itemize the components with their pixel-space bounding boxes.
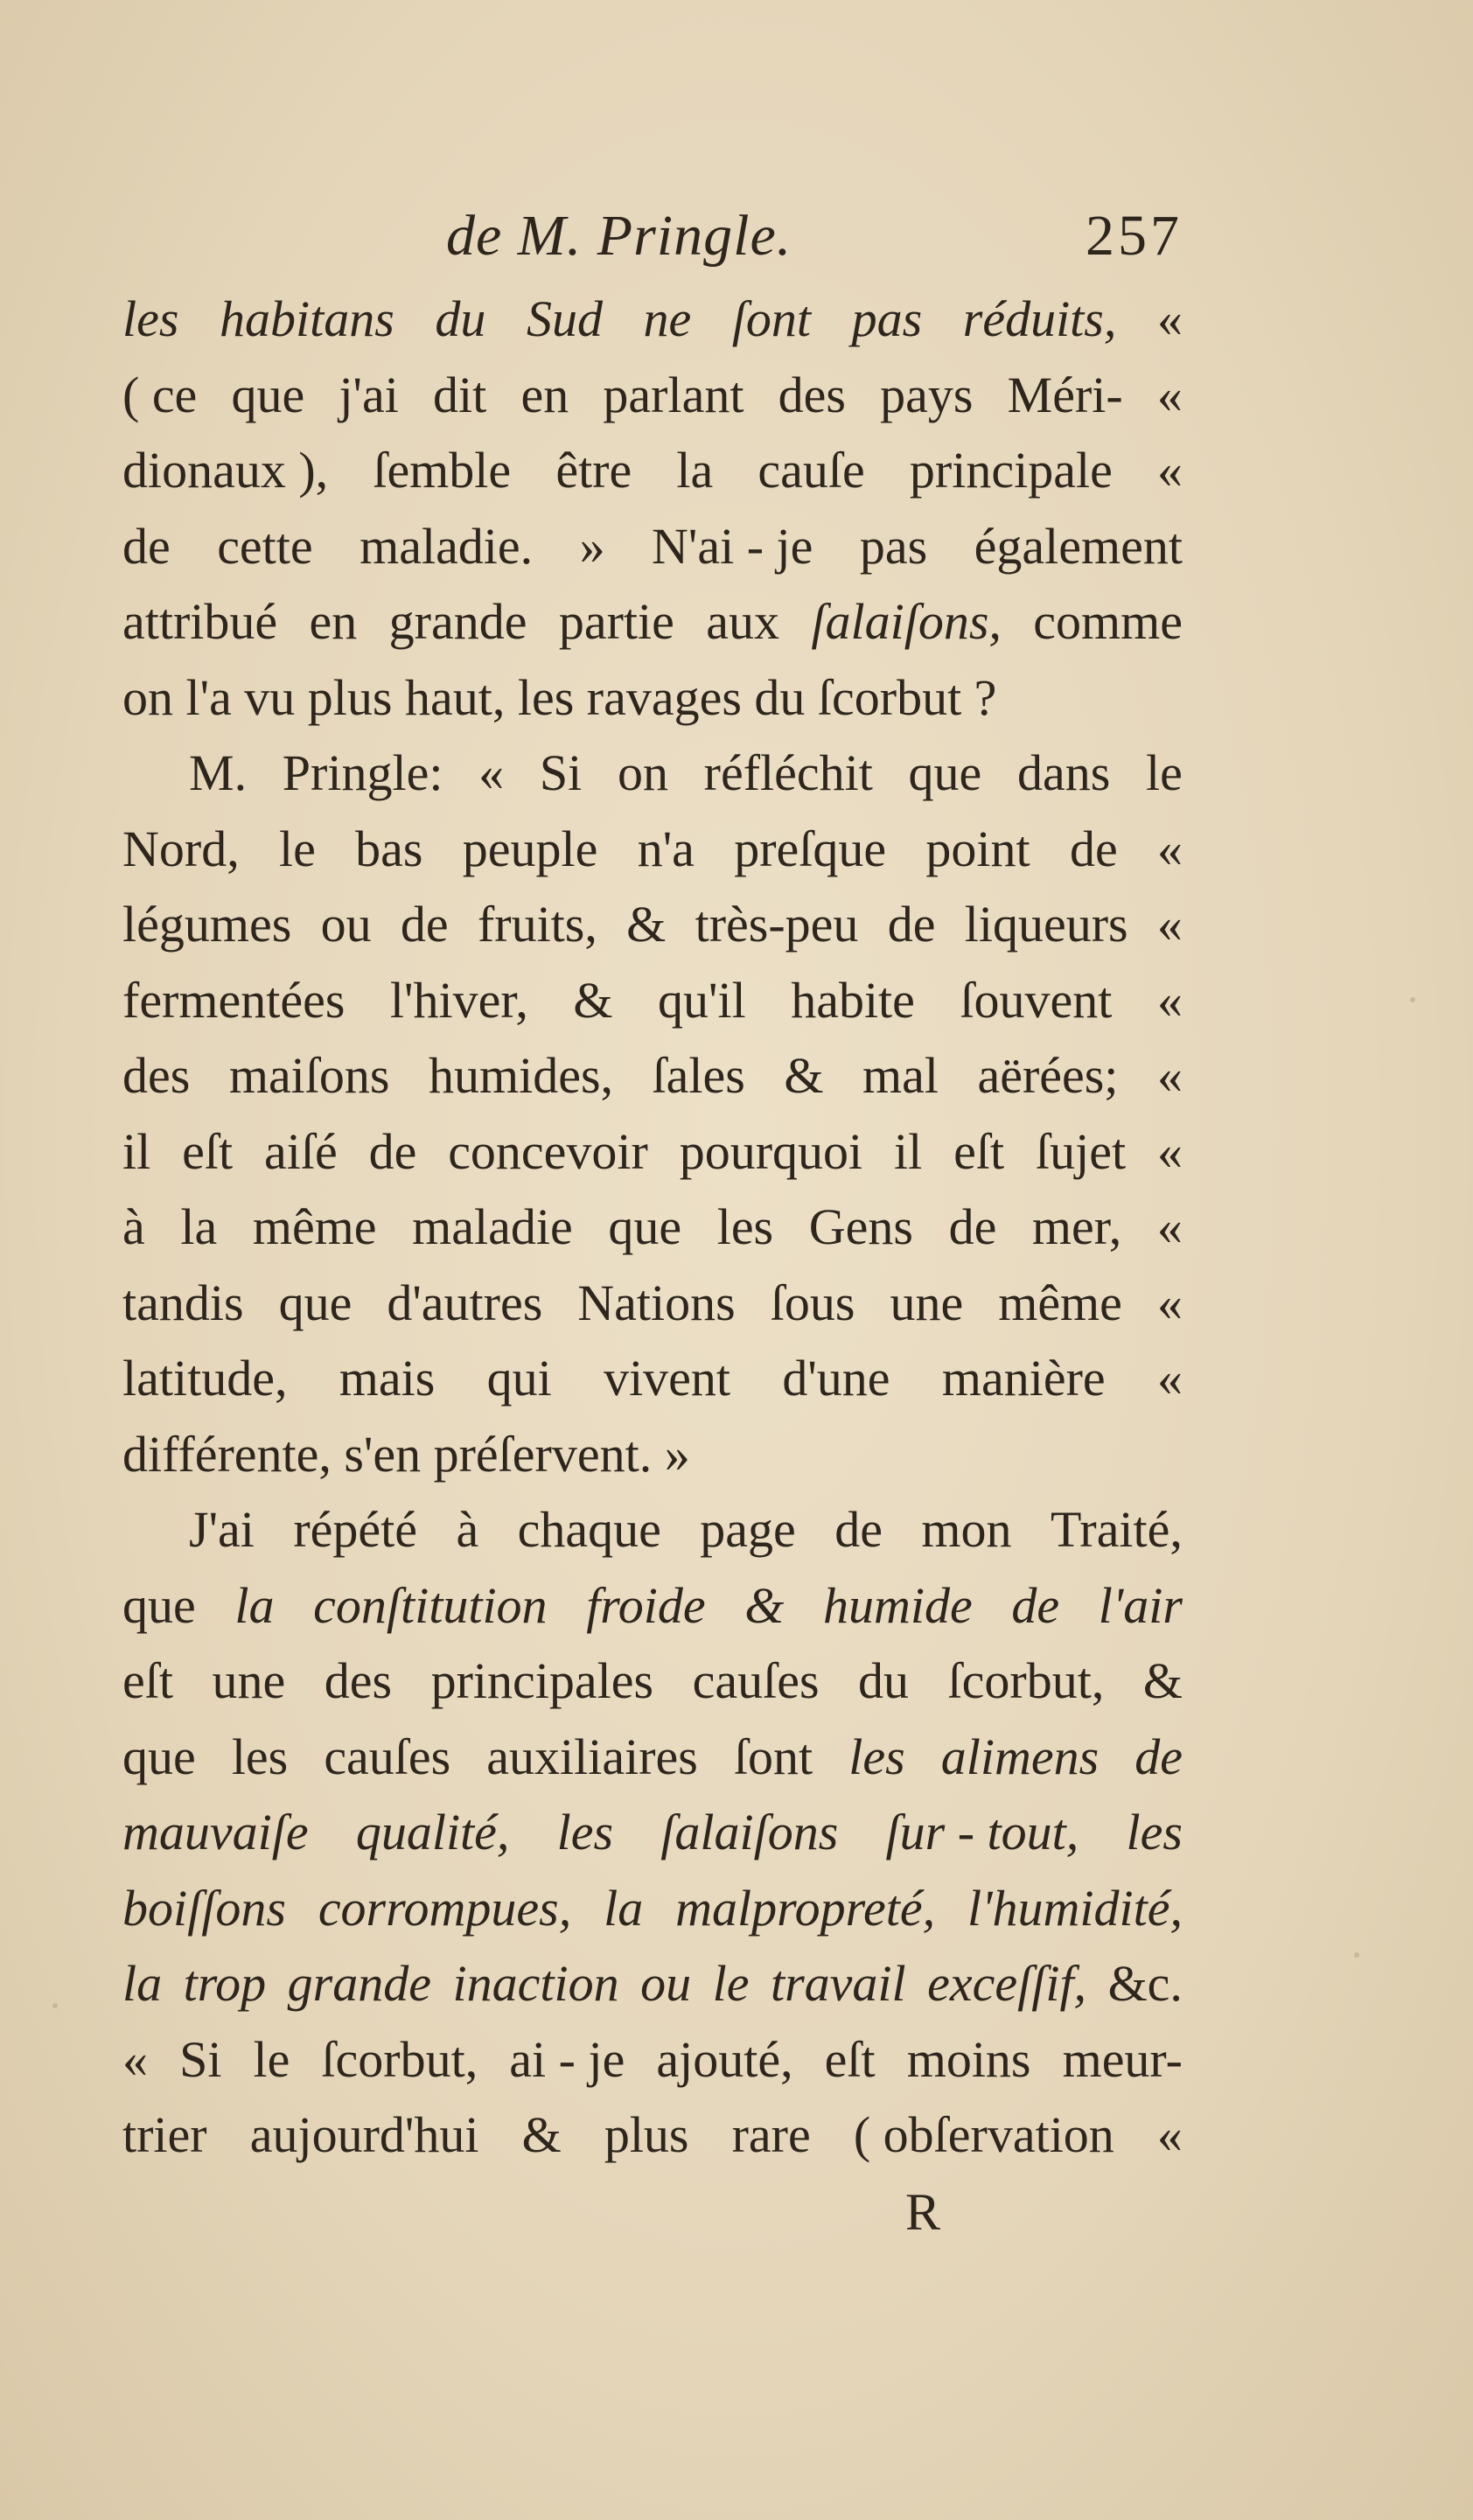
- word: le: [1146, 744, 1183, 801]
- word: Nord,: [122, 820, 240, 877]
- paper-spot: [1410, 997, 1415, 1002]
- word: &: [521, 2106, 562, 2163]
- word: les: [556, 1804, 614, 1860]
- word: le: [253, 2030, 290, 2088]
- word: être: [555, 442, 632, 499]
- word: les: [716, 1198, 774, 1255]
- word: ſalaiſons: [660, 1804, 839, 1860]
- word: des: [122, 1047, 191, 1104]
- word: ſcorbut,: [321, 2030, 478, 2088]
- word: ai - je: [509, 2030, 625, 2088]
- word: maladie.: [360, 517, 534, 575]
- word: «: [478, 744, 505, 801]
- text-line: [122, 1114, 1183, 1190]
- word: «: [1156, 442, 1183, 499]
- word: pourquoi: [679, 1122, 863, 1180]
- word: Si: [539, 744, 583, 801]
- word: très-peu: [695, 896, 859, 953]
- word: mal: [862, 1047, 939, 1104]
- word: en: [309, 593, 358, 650]
- word: «: [1156, 896, 1183, 953]
- word: les: [122, 290, 179, 347]
- word: Gens: [808, 1198, 913, 1255]
- word: principales: [430, 1652, 654, 1709]
- word: ajouté,: [656, 2030, 793, 2088]
- word: &: [626, 896, 667, 953]
- word: pas: [859, 517, 928, 575]
- word: «: [1156, 820, 1183, 877]
- word: légumes: [122, 896, 292, 953]
- word: grande: [287, 1955, 431, 2012]
- word: travail: [770, 1955, 906, 2012]
- word: de: [834, 1501, 883, 1558]
- word: tandis: [122, 1274, 244, 1331]
- text-line: [122, 1417, 1183, 1493]
- word: des: [778, 366, 846, 423]
- word: chaque: [517, 1501, 661, 1558]
- word: à: [456, 1501, 479, 1558]
- word: «: [1156, 971, 1183, 1029]
- word: vivent: [604, 1350, 731, 1407]
- word: cette: [217, 517, 313, 575]
- word: habitans: [220, 290, 394, 347]
- text-line: [122, 1720, 1183, 1796]
- page-number: 257: [1086, 204, 1183, 268]
- word: J'ai: [189, 1501, 255, 1558]
- word: &: [573, 971, 613, 1029]
- word: Traité,: [1050, 1501, 1183, 1558]
- word: il: [894, 1122, 923, 1180]
- word: de: [1069, 820, 1118, 877]
- word: ſujet: [1036, 1122, 1127, 1180]
- word: de: [948, 1198, 997, 1255]
- word: que: [608, 1198, 682, 1255]
- word: de: [1134, 1728, 1183, 1785]
- word: ſalaiſons,: [811, 593, 1002, 650]
- word: que: [231, 366, 305, 423]
- word: «: [1156, 1198, 1183, 1255]
- text-line: [122, 2022, 1183, 2098]
- text-line: [122, 1038, 1183, 1114]
- word: mer,: [1031, 1198, 1122, 1255]
- word: comme: [1033, 593, 1183, 650]
- word: différente, s'en préſervent. »: [122, 1425, 690, 1483]
- word: grande: [388, 593, 527, 650]
- word: boiſſons: [122, 1879, 286, 1937]
- word: habite: [791, 971, 915, 1029]
- text-line: [122, 1644, 1183, 1720]
- word: meur-: [1062, 2030, 1183, 2088]
- text-line: [122, 1266, 1183, 1342]
- word: les: [231, 1728, 289, 1785]
- word: ( ce: [122, 366, 198, 423]
- word: l'humidité,: [967, 1879, 1183, 1937]
- word: l'air: [1098, 1576, 1183, 1634]
- word: une: [890, 1274, 964, 1331]
- text-line: [122, 1492, 1183, 1568]
- word: Si: [179, 2030, 222, 2088]
- word: N'ai - je: [652, 517, 813, 575]
- word: «: [1156, 1047, 1183, 1104]
- word: également: [974, 517, 1183, 575]
- word: que: [908, 744, 982, 801]
- word: de: [887, 896, 936, 953]
- word: peuple: [462, 820, 598, 877]
- word: liqueurs: [964, 896, 1128, 953]
- word: mauvaiſe: [122, 1804, 309, 1860]
- word: à: [122, 1198, 145, 1255]
- word: ou: [640, 1955, 692, 2012]
- word: que: [278, 1274, 353, 1331]
- word: réduits,: [962, 290, 1117, 347]
- word: la: [234, 1576, 275, 1634]
- word: rare: [731, 2106, 811, 2163]
- text-line: [122, 736, 1183, 812]
- word: du: [858, 1652, 910, 1709]
- word: partie: [558, 593, 674, 650]
- word: cauſe: [757, 442, 865, 499]
- paper-spot: [52, 2003, 58, 2008]
- word: alimens: [940, 1728, 1100, 1785]
- word: aujourd'hui: [249, 2106, 479, 2163]
- word: aux: [706, 593, 779, 650]
- word: auxiliaires: [486, 1728, 698, 1785]
- word: la: [676, 442, 714, 499]
- word: Nations: [577, 1274, 736, 1331]
- word: bas: [355, 820, 423, 877]
- word: conſtitution: [313, 1576, 548, 1634]
- word: plus: [604, 2106, 689, 2163]
- word: qui: [486, 1350, 552, 1407]
- word: eſt: [824, 2030, 876, 2088]
- word: froide: [586, 1576, 706, 1634]
- word: de: [368, 1122, 417, 1180]
- word: »: [579, 517, 605, 575]
- word: preſque: [734, 820, 887, 877]
- word: même: [252, 1198, 377, 1255]
- word: ſouvent: [960, 971, 1113, 1029]
- word: trop: [183, 1955, 267, 2012]
- word: humide: [822, 1576, 973, 1634]
- word: l'hiver,: [389, 971, 528, 1029]
- running-title: de M. Pringle.: [446, 204, 792, 268]
- signature-mark: R: [905, 2183, 941, 2241]
- word: eſt: [953, 1122, 1005, 1180]
- word: la: [122, 1955, 163, 2012]
- text-line: [122, 1190, 1183, 1266]
- text-line: [122, 1946, 1183, 2022]
- word: Sud: [526, 290, 603, 347]
- word: en: [520, 366, 569, 423]
- word: latitude,: [122, 1350, 288, 1407]
- word: &: [784, 1047, 824, 1104]
- word: exceſſif,: [927, 1955, 1087, 2012]
- word: répété: [293, 1501, 417, 1558]
- word: «: [1156, 366, 1183, 423]
- text-line: [122, 509, 1183, 585]
- word: ſont: [731, 290, 812, 347]
- word: on: [617, 744, 668, 801]
- word: cauſes: [692, 1652, 820, 1709]
- word: d'une: [782, 1350, 890, 1407]
- word: «: [1156, 1274, 1183, 1331]
- text-line: [122, 358, 1183, 434]
- word: ſont: [733, 1728, 813, 1785]
- text-line: [122, 282, 1183, 358]
- word: dionaux ),: [122, 442, 329, 499]
- page-header: [122, 203, 1183, 273]
- word: maiſons: [228, 1047, 390, 1104]
- word: attribué: [122, 593, 278, 650]
- word: fruits,: [477, 896, 597, 953]
- word: mon: [921, 1501, 1012, 1558]
- word: les: [1126, 1804, 1183, 1860]
- word: «: [1156, 1350, 1183, 1407]
- word: M.: [189, 744, 248, 801]
- word: parlant: [603, 366, 744, 423]
- word: trier: [122, 2106, 207, 2163]
- text-line: [122, 660, 1183, 736]
- word: le: [712, 1955, 750, 2012]
- word: on l'a vu plus haut, les ravages du ſcorbut ?: [122, 668, 997, 726]
- word: ſcorbut,: [947, 1652, 1105, 1709]
- body-text: [122, 282, 1183, 2174]
- word: moins: [906, 2030, 1031, 2088]
- word: ne: [643, 290, 692, 347]
- word: pas: [851, 290, 923, 347]
- word: j'ai: [339, 366, 399, 423]
- text-line: [122, 812, 1183, 888]
- word: Méri-: [1007, 366, 1123, 423]
- text-line: [122, 963, 1183, 1039]
- word: fermentées: [122, 971, 346, 1029]
- word: du: [435, 290, 486, 347]
- word: ſur - tout,: [885, 1804, 1079, 1860]
- word: de: [400, 896, 449, 953]
- text-line: [122, 1568, 1183, 1644]
- word: malpropreté,: [675, 1879, 936, 1937]
- text-line: [122, 1341, 1183, 1417]
- word: qu'il: [658, 971, 746, 1029]
- text-line: [122, 433, 1183, 509]
- word: n'a: [637, 820, 695, 877]
- word: page: [700, 1501, 796, 1558]
- word: corrompues,: [318, 1879, 572, 1937]
- word: ou: [320, 896, 372, 953]
- word: même: [998, 1274, 1122, 1331]
- word: eſt: [122, 1652, 173, 1709]
- word: humides,: [429, 1047, 614, 1104]
- text-line: [122, 887, 1183, 963]
- word: pays: [880, 366, 974, 423]
- word: &: [1142, 1652, 1183, 1709]
- word: que: [122, 1728, 196, 1785]
- word: «: [1156, 1122, 1183, 1180]
- word: le: [279, 820, 316, 877]
- word: réfléchit: [703, 744, 873, 801]
- word: que: [122, 1576, 196, 1634]
- text-line: [122, 2098, 1183, 2174]
- word: manière: [941, 1350, 1106, 1407]
- word: il: [122, 1122, 151, 1180]
- word: eſt: [182, 1122, 234, 1180]
- word: «: [122, 2030, 148, 2088]
- word: les: [848, 1728, 905, 1785]
- word: de: [1011, 1576, 1060, 1634]
- word: ſales: [652, 1047, 745, 1104]
- text-line: [122, 1795, 1183, 1871]
- word: la: [180, 1198, 218, 1255]
- word: ſous: [770, 1274, 855, 1331]
- word: «: [1156, 290, 1183, 347]
- word: cauſes: [324, 1728, 451, 1785]
- word: la: [604, 1879, 644, 1937]
- text-line: [122, 584, 1183, 660]
- word: d'autres: [387, 1274, 543, 1331]
- word: dans: [1017, 744, 1111, 801]
- text-line: [122, 1871, 1183, 1947]
- word: aiſé: [263, 1122, 338, 1180]
- word: maladie: [412, 1198, 573, 1255]
- word: Pringle:: [282, 744, 443, 801]
- word: concevoir: [448, 1122, 648, 1180]
- word: de: [122, 517, 171, 575]
- word: mais: [339, 1350, 436, 1407]
- paper-spot: [1354, 1952, 1359, 1958]
- word: principale: [909, 442, 1113, 499]
- word: dit: [433, 366, 487, 423]
- word: point: [925, 820, 1030, 877]
- word: qualité,: [355, 1804, 510, 1860]
- word: une: [212, 1652, 286, 1709]
- word: &c.: [1107, 1955, 1183, 2012]
- word: des: [324, 1652, 393, 1709]
- word: aërées;: [977, 1047, 1119, 1104]
- word: ( obſervation: [853, 2106, 1114, 2163]
- word: «: [1156, 2106, 1183, 2163]
- word: &: [744, 1576, 785, 1634]
- word: ſemble: [373, 442, 512, 499]
- word: inaction: [452, 1955, 619, 2012]
